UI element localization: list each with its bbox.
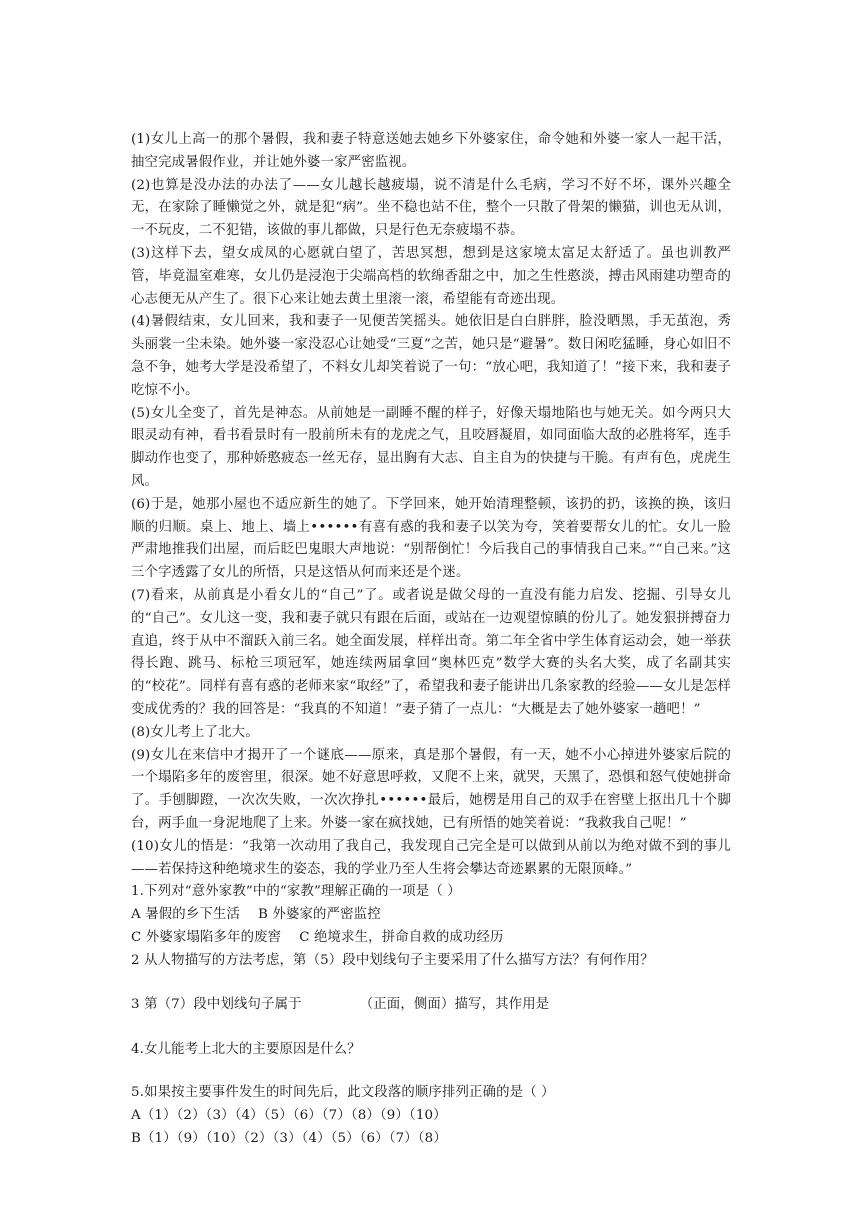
question-3-prefix: 3 第（7）段中划线句子属于	[131, 997, 302, 1013]
document-page	[131, 129, 731, 1150]
paragraph-6: (6)于是，她那小屋也不适应新生的她了。下学回来，她开始清理整顿，该扔的扔，该换的换，该归顺的归顺。桌上、地上、墙上••••••有喜有惑的我和妻子以笑为夸，笑着要帮女儿的忙。女儿一脸严肃地推我们出屋，而后眨巴鬼眼大声地说：“别帮倒忙！今后我自己的事情我自己来。”“自己来。”这三个字透露了女儿的所悟，只是这悟从何而来还是个迷。	[131, 496, 731, 581]
question-1-option-b: B 外婆家的严密监控	[258, 907, 381, 923]
question-5-stem: 5.如果按主要事件发生的时间先后，此文段落的顺序排列正确的是（ ）	[131, 1085, 555, 1101]
questions	[131, 881, 731, 1150]
paragraph-3: (3)这样下去，望女成凤的心愿就白望了，苦思冥想，想到是这家境太富足太舒适了。虽也训教严管，毕竟温室难寒，女儿仍是浸泡于尖端高档的软绵香甜之中，加之生性憨淡，搏击风雨建功塑奇的心志便无从产生了。很下心来让她去黄土里滚一滚，希望能有奇迹出现。	[131, 245, 731, 307]
answer-space-2	[131, 972, 731, 994]
paragraph-4: (4)暑假结束，女儿回来，我和妻子一见便苦笑摇头。她依旧是白白胖胖，脸没晒黑，手无茧泡，秀头丽裳一尘未染。她外婆一家没忍心让她受“三夏”之苦，她只是“避暑”。数日闲吃猛睡，身心如旧不急不争，她考大学是没希望了，不料女儿却笑着说了一句：“放心吧，我知道了！”接下来，我和妻子吃惊不小。	[131, 314, 731, 398]
paragraph-5: (5)女儿全变了，首先是神态。从前她是一副睡不醒的样子，好像天塌地陷也与她无关。如今两只大眼灵动有神，看书看景时有一股前所未有的龙虎之气，且咬唇凝眉，如同面临大敌的必胜将军，连手脚动作也变了，那种娇憨疲态一丝无存，显出胸有大志、自主自为的快捷与干脆。有声有色，虎虎生风。	[131, 405, 731, 489]
answer-space-4	[131, 1062, 731, 1082]
paragraph-1: (1)女儿上高一的那个暑假，我和妻子特意送她去她乡下外婆家住，命令她和外婆一家人一起干活，抽空完成暑假作业，并让她外婆一家严密监视。	[131, 132, 731, 170]
question-2-stem: 2 从人物描写的方法考虑，第（5）段中划线句子主要采用了什么描写方法？有何作用？	[131, 952, 654, 968]
question-3-suffix: （正面，侧面）描写，其作用是	[359, 997, 550, 1013]
question-3-stem	[131, 994, 731, 1017]
question-1-options-row-1	[131, 904, 731, 927]
question-1-option-a: A 暑假的乡下生活	[131, 907, 241, 923]
paragraph-7: (7)看来，从前真是小看女儿的“自己”了。或者说是做父母的一直没有能力启发、挖掘、引导女儿的“自己”。女儿这一变，我和妻子就只有跟在后面，或站在一边观望惊瞋的份儿了。她发狠拼搏奋力直追，终于从中不溜跃入前三名。她全面发展，样样出奇。第二年全省中学生体育运动会，她一举获得长跑、跳马、标枪三项冠军，她连续两届拿回“奥林匹克”数学大赛的头名大奖，成了名副其实的“校花”。同样有喜有惑的老师来家“取经”了，希望我和妻子能讲出几条家教的经验——女儿是怎样变成优秀的？我的回答是：“我真的不知道！”妻子猜了一点儿：“大概是去了她外婆家一趟吧！”	[131, 587, 731, 717]
passage	[131, 129, 731, 881]
question-1-stem: 1.下列对“意外家教”中的“家教”理解正确的一项是（ ）	[131, 884, 461, 900]
paragraph-8: (8)女儿考上了北大。	[131, 724, 259, 740]
paragraph-10: (10)女儿的悟是：“我第一次动用了我自己，我发现自己完全是可以做到从前以为绝对做不到的事儿——若保持这种绝境求生的姿态，我的学业乃至人生将会攀达奇迹累累的无限顶峰。”	[131, 838, 731, 877]
paragraph-9: (9)女儿在来信中才揭开了一个谜底——原来，真是那个暑假，有一天，她不小心掉进外婆家后院的一个塌陷多年的废窖里，很深。她不好意思呼救，又爬不上来，就哭，天黑了，恐惧和怒气使她拼命了。手刨脚蹬，一次次失败，一次次挣扎••••••最后，她楞是用自己的双手在窖壁上抠出几十个脚台，两手血一身泥地爬了上来。外婆一家在疯找她，已有所悟的她笑着说：“我救我自己呢！”	[131, 747, 731, 831]
answer-space-3	[131, 1017, 731, 1039]
question-1-options-row-2	[131, 927, 731, 950]
paragraph-2: (2)也算是没办法的办法了——女儿越长越疲塌，说不清是什么毛病，学习不好不坏，课外兴趣全无，在家除了睡懒觉之外，就是犯“病”。坐不稳也站不住，整个一只散了骨架的懒猫，训也无从训，一不玩皮，二不犯错，该做的事儿都做，只是行色无奈疲塌不恭。	[131, 177, 731, 239]
question-1-option-c1: C 外婆家塌陷多年的废窖	[131, 929, 282, 945]
question-5-option-b: B（1）（9）（10）（2）（3）（4）（5）（6）（7）（8）	[131, 1130, 447, 1146]
question-1-option-c2: C 绝境求生，拼命自救的成功经历	[299, 929, 504, 945]
question-4-stem: 4.女儿能考上北大的主要原因是什么？	[131, 1042, 361, 1058]
question-5-option-a: A（1）（2）（3）（4）（5）（6）（7）（8）（9）（10）	[131, 1107, 447, 1123]
